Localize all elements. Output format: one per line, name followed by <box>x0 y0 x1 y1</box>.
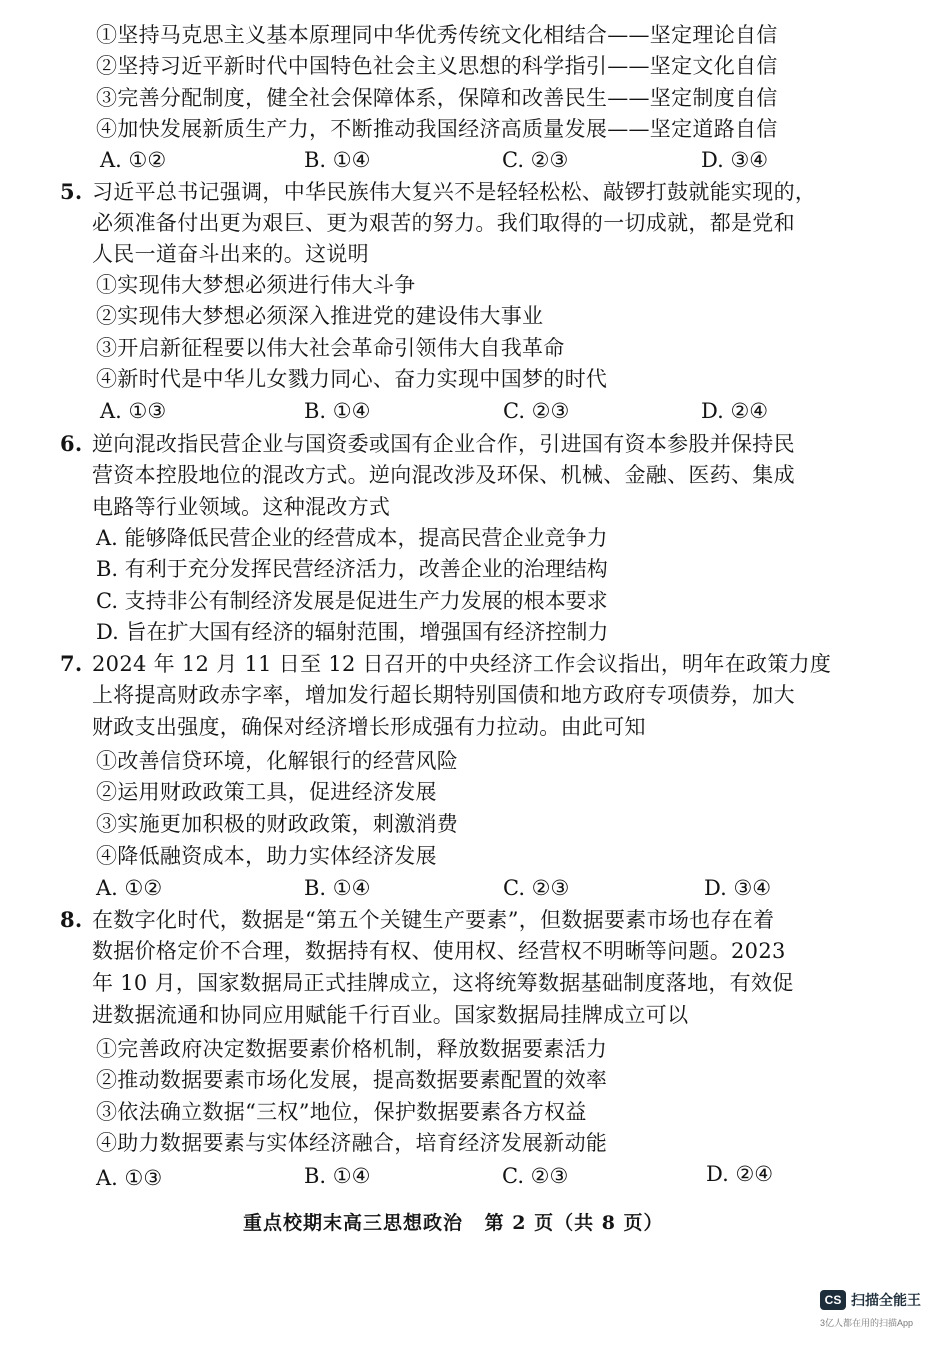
q8-item-2: ②推动数据要素市场化发展，提高数据要素配置的效率 <box>96 1068 608 1092</box>
q4-option-b: B. ①④ <box>304 148 371 172</box>
footer-page-number: 第 2 页（共 8 页） <box>484 1212 664 1234</box>
q8-stem-line-4: 进数据流通和协同应用赋能千行百业。国家数据局挂牌成立可以 <box>92 1003 689 1027</box>
q8-option-a: A. ①③ <box>96 1166 163 1190</box>
q7-stem-line-1: 2024 年 12 月 11 日至 12 日召开的中央经济工作会议指出，明年在政策力度 <box>92 652 832 676</box>
q7-item-4: ④降低融资成本，助力实体经济发展 <box>96 844 437 868</box>
q6-stem-line-1: 逆向混改指民营企业与国资委或国有企业合作，引进国有资本参股并保持民 <box>92 432 795 456</box>
q6-option-d: D. 旨在扩大国有经济的辐射范围，增强国有经济控制力 <box>96 620 609 644</box>
watermark-tagline: 3亿人都在用的扫描App <box>820 1318 914 1328</box>
q4-item-4: ④加快发展新质生产力，不断推动我国经济高质量发展——坚定道路自信 <box>96 117 778 141</box>
q8-stem-line-1: 在数字化时代，数据是“第五个关键生产要素”，但数据要素市场也存在着 <box>92 908 775 932</box>
q5-option-d: D. ②④ <box>701 399 769 423</box>
q5-stem-line-2: 必须准备付出更为艰巨、更为艰苦的努力。我们取得的一切成就，都是党和 <box>92 211 795 235</box>
q6-stem-line-2: 营资本控股地位的混改方式。逆向混改涉及环保、机械、金融、医药、集成 <box>92 463 795 487</box>
q7-option-d: D. ③④ <box>704 876 772 900</box>
q7-item-1: ①改善信贷环境，化解银行的经营风险 <box>96 749 459 773</box>
q7-item-3: ③实施更加积极的财政政策，刺激消费 <box>96 812 459 836</box>
q5-item-1: ①实现伟大梦想必须进行伟大斗争 <box>96 273 416 297</box>
q6-option-b: B. 有利于充分发挥民营经济活力，改善企业的治理结构 <box>96 557 608 581</box>
q5-option-c: C. ②③ <box>503 399 570 423</box>
q8-stem-line-3: 年 10 月，国家数据局正式挂牌成立，这将统筹数据基础制度落地，有效促 <box>92 971 794 995</box>
q5-item-2: ②实现伟大梦想必须深入推进党的建设伟大事业 <box>96 304 544 328</box>
q4-option-d: D. ③④ <box>701 148 769 172</box>
watermark-app-name: 扫描全能王 <box>851 1292 921 1308</box>
q7-stem-line-2: 上将提高财政赤字率，增加发行超长期特别国债和地方政府专项债券，加大 <box>92 683 795 707</box>
q4-item-2: ②坚持习近平新时代中国特色社会主义思想的科学指引——坚定文化自信 <box>96 54 778 78</box>
q7-stem-line-3: 财政支出强度，确保对经济增长形成强有力拉动。由此可知 <box>92 715 646 739</box>
q5-item-4: ④新时代是中华儿女戮力同心、奋力实现中国梦的时代 <box>96 367 608 391</box>
q6-stem-line-3: 电路等行业领域。这种混改方式 <box>92 495 391 519</box>
scanner-watermark <box>820 1290 921 1310</box>
q7-number: 7. <box>60 651 83 676</box>
q5-stem-line-1: 习近平总书记强调，中华民族伟大复兴不是轻轻松松、敲锣打鼓就能实现的， <box>92 180 817 204</box>
q6-number: 6. <box>60 431 83 456</box>
footer-course: 重点校期末高三思想政治 <box>243 1212 464 1234</box>
q7-option-b: B. ①④ <box>304 876 371 900</box>
q5-number: 5. <box>60 179 83 204</box>
page-footer <box>243 1208 664 1235</box>
q5-option-a: A. ①③ <box>100 399 167 423</box>
q8-option-c: C. ②③ <box>502 1164 569 1188</box>
q8-item-1: ①完善政府决定数据要素价格机制，释放数据要素活力 <box>96 1037 608 1061</box>
q7-option-c: C. ②③ <box>503 876 570 900</box>
camscanner-logo-icon: CS <box>820 1290 846 1310</box>
q8-item-4: ④助力数据要素与实体经济融合，培育经济发展新动能 <box>96 1131 608 1155</box>
q4-item-3: ③完善分配制度，健全社会保障体系，保障和改善民生——坚定制度自信 <box>96 86 778 110</box>
q4-option-a: A. ①② <box>100 148 167 172</box>
q8-stem-line-2: 数据价格定价不合理，数据持有权、使用权、经营权不明晰等问题。2023 <box>92 939 786 963</box>
q8-option-d: D. ②④ <box>706 1162 774 1186</box>
q8-option-b: B. ①④ <box>304 1164 371 1188</box>
q5-stem-line-3: 人民一道奋斗出来的。这说明 <box>92 242 369 266</box>
q7-item-2: ②运用财政政策工具，促进经济发展 <box>96 780 437 804</box>
q8-number: 8. <box>60 907 83 932</box>
q7-option-a: A. ①② <box>96 876 163 900</box>
q5-item-3: ③开启新征程要以伟大社会革命引领伟大自我革命 <box>96 336 565 360</box>
q8-item-3: ③依法确立数据“三权”地位，保护数据要素各方权益 <box>96 1100 587 1124</box>
q5-option-b: B. ①④ <box>304 399 371 423</box>
q6-option-c: C. 支持非公有制经济发展是促进生产力发展的根本要求 <box>96 589 608 613</box>
q4-option-c: C. ②③ <box>502 148 569 172</box>
q6-option-a: A. 能够降低民营企业的经营成本，提高民营企业竞争力 <box>96 526 608 550</box>
q4-item-1: ①坚持马克思主义基本原理同中华优秀传统文化相结合——坚定理论自信 <box>96 23 778 47</box>
